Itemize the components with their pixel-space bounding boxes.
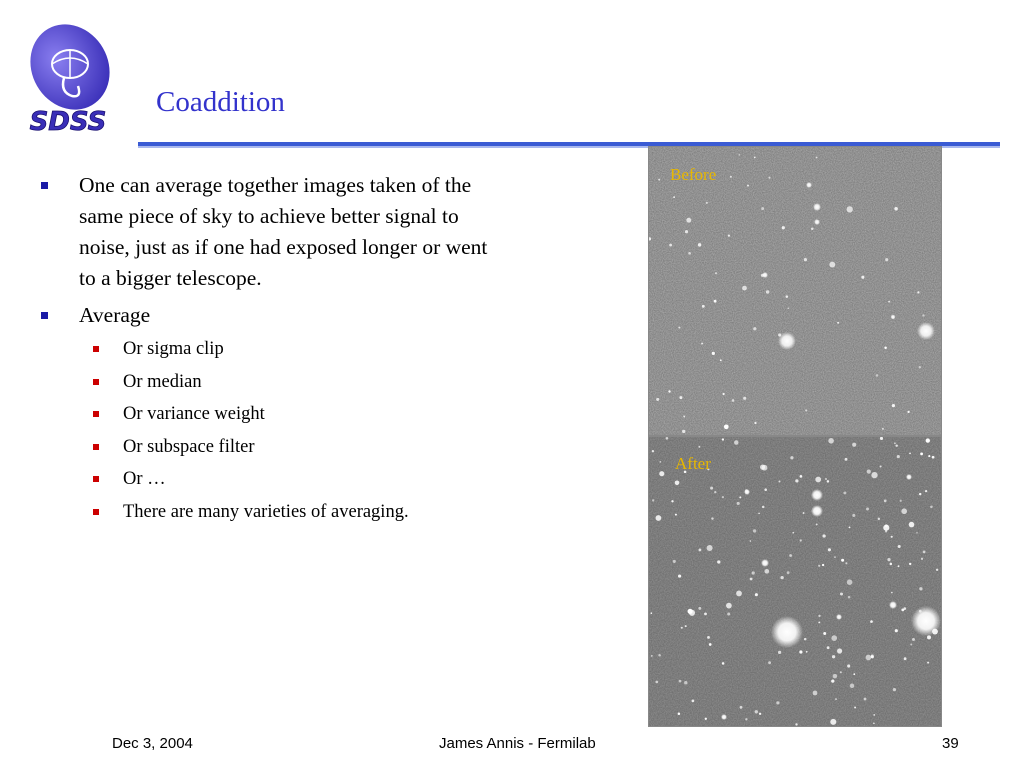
star [656,398,659,401]
star [867,470,871,474]
star [815,477,821,483]
star [833,674,838,679]
star [904,657,907,660]
sub-bullet-list [40,337,600,524]
star [866,655,872,661]
star [658,654,661,657]
star [825,478,827,480]
star [745,718,747,720]
star [892,404,895,407]
star [804,638,807,641]
star [659,471,664,476]
star [759,713,761,715]
star [887,558,890,561]
star [750,540,752,542]
before-label: Before [670,165,717,184]
star [758,512,760,514]
star [656,515,662,521]
star [710,487,713,490]
bright-star [771,616,803,648]
square-bullet-icon [93,509,99,515]
star [685,230,688,233]
star [885,258,888,261]
star [684,681,687,684]
star [832,655,835,658]
star [722,496,724,498]
star [705,718,707,720]
star [854,707,856,709]
star [726,603,732,609]
star [885,530,887,532]
star [682,430,685,433]
star [752,571,755,574]
star [678,327,680,329]
star [827,480,830,483]
star [895,444,897,446]
star [655,681,658,684]
star [834,556,836,558]
star [743,397,746,400]
star [928,455,930,457]
star [736,591,742,597]
star [766,290,769,293]
star [909,522,915,528]
star [652,450,654,452]
star [683,416,685,418]
star [764,488,767,491]
star [876,374,878,376]
star [727,612,730,615]
sub-bullet-item [40,500,600,524]
star [818,621,820,623]
star [816,523,818,525]
star [852,443,856,447]
star [711,517,713,519]
star [845,562,847,564]
star [845,458,848,461]
slide-body [40,170,600,533]
star [795,723,797,725]
star [818,615,820,617]
star [920,453,923,456]
bright-star [891,315,896,320]
sub-bullet-item [40,337,600,361]
star [787,307,789,309]
star [841,559,844,562]
star [754,157,756,159]
star [712,352,715,355]
star [795,479,798,482]
star [828,548,831,551]
star [912,638,915,641]
star [878,518,880,520]
star [698,446,700,448]
star [919,366,921,368]
star [720,359,722,361]
star [688,252,691,255]
star [882,428,884,430]
sub-bullet-item [40,402,600,426]
sub-bullet-text: Or sigma clip [123,339,224,359]
star [852,514,855,517]
bright-star [911,606,941,636]
star [800,475,803,478]
star [847,664,850,667]
bright-star [811,505,823,517]
after-label: After [675,454,711,473]
star [871,654,874,657]
star [753,529,756,532]
star [799,650,802,653]
star [837,322,839,324]
star [709,643,712,646]
square-bullet-icon [93,411,99,417]
star [673,196,675,198]
square-bullet-icon [41,182,48,189]
bullet-item [40,300,600,331]
before-image [648,146,942,436]
star [894,207,898,211]
star [909,453,911,455]
star [699,549,702,552]
star [919,493,921,495]
after-image [648,436,942,727]
star [790,456,793,459]
star [787,571,790,574]
bright-star [806,182,812,188]
sub-bullet-text: Or … [123,469,166,490]
slide-title: Coaddition [156,86,285,118]
star [871,472,877,478]
star [678,575,681,578]
star [891,592,893,594]
star [835,698,837,700]
star [786,295,789,298]
star [707,636,710,639]
star [870,620,873,623]
star [659,461,661,463]
star [927,635,931,639]
star [873,714,875,716]
star [755,710,758,713]
star [816,157,818,159]
star [888,301,890,303]
bright-star [906,474,912,480]
star [742,286,747,291]
bright-star [721,714,727,720]
star [701,343,703,345]
star [880,466,882,468]
star [717,560,720,563]
star [782,226,785,229]
star [840,671,842,673]
star [730,176,732,178]
star [678,713,681,716]
star [800,539,802,541]
star [922,314,924,316]
star [818,565,820,567]
star [829,262,835,268]
star [919,587,922,590]
bright-star [917,322,935,340]
star [675,514,677,516]
star [898,565,900,567]
bullet-item [40,170,499,294]
star [847,206,853,212]
star [916,532,918,534]
star [921,558,923,560]
star [910,643,912,645]
star [901,609,904,612]
star [722,438,724,440]
star [840,592,843,595]
star [901,508,907,514]
square-bullet-icon [93,379,99,385]
star [702,305,705,308]
star [706,202,708,204]
bullet-text: One can average together images taken of the same piece of sky to achieve better signal to noise, just as if one had exposed longer or went to a bigger telescope. [79,173,488,290]
star [850,684,855,689]
star [917,291,919,293]
star [651,655,653,657]
star [681,627,683,629]
star [927,662,929,664]
sdss-globe-icon [20,22,116,140]
sub-bullet-text: Or variance weight [123,404,265,425]
star [926,438,930,442]
square-bullet-icon [93,444,99,450]
star [923,551,926,554]
bright-star [744,489,750,495]
star [909,563,911,565]
star [827,646,830,649]
star [822,534,825,537]
bullet-text: Average [79,303,151,327]
star [707,545,713,551]
star [895,629,898,632]
star [907,411,909,413]
star [873,722,875,724]
star [890,563,893,566]
star [813,691,818,696]
sub-bullet-item [40,467,600,491]
square-bullet-icon [93,346,99,352]
star [792,532,794,534]
sub-bullet-text: There are many varieties of averaging. [123,501,409,522]
footer-date: Dec 3, 2004 [112,735,193,752]
star [789,554,792,557]
star [930,506,933,509]
star [722,662,725,665]
star [671,500,673,502]
star [861,276,864,279]
star [884,500,887,503]
star [768,177,770,179]
star [740,706,743,709]
bright-star [814,219,820,225]
star [761,207,764,210]
star [686,218,691,223]
star [668,390,670,392]
star [932,456,935,459]
before-starfield [649,147,941,435]
star [675,481,680,486]
star [698,243,701,246]
star [673,560,676,563]
star [737,502,740,505]
star [689,610,695,616]
star [847,579,853,585]
star [811,227,814,230]
star [724,424,729,429]
star [760,464,765,469]
star [679,396,682,399]
star [652,499,654,501]
star [828,438,834,444]
star [651,612,653,614]
star [900,500,902,502]
star [848,596,851,599]
star [658,179,660,181]
star [698,607,701,610]
bright-star [813,203,821,211]
bullet-list [40,170,600,331]
star [739,496,741,498]
bright-star [811,489,823,501]
star [704,612,707,615]
bright-star [836,614,842,620]
star [891,536,893,538]
square-bullet-icon [41,312,48,319]
star [866,508,869,511]
star [898,545,901,548]
star [884,347,887,350]
star [755,593,758,596]
star [925,490,927,492]
star [830,719,836,725]
star [831,679,834,682]
star [715,272,717,274]
star [779,481,781,483]
star [764,569,769,574]
star [849,527,851,529]
star [728,234,730,236]
logo-text: SDSS [29,107,107,137]
star [803,512,805,514]
star [837,648,842,653]
star [734,440,738,444]
star [714,491,716,493]
star [805,409,807,411]
after-starfield [649,437,941,726]
bright-star [889,601,897,609]
sub-bullet-text: Or median [123,371,202,392]
square-bullet-icon [93,476,99,482]
star [823,632,826,635]
star [768,661,771,664]
star [776,701,779,704]
star [853,673,855,675]
star [679,680,682,683]
star [843,491,846,494]
star [747,185,749,187]
bright-star [761,559,769,567]
star [738,154,740,156]
star [762,506,765,509]
sdss-logo [20,22,116,140]
footer-author: James Annis - Fermilab [439,735,596,752]
star [750,578,753,581]
page-number: 39 [942,735,959,752]
star [883,525,889,531]
star [864,698,867,701]
sub-bullet-text: Or subspace filter [123,436,255,457]
star [778,651,781,654]
bright-star [762,272,768,278]
star [692,700,695,703]
star [822,564,824,566]
star [831,635,837,641]
star [753,327,756,330]
star [722,393,724,395]
star [894,442,896,444]
sub-bullet-item [40,435,600,459]
sub-bullet-item [40,370,600,394]
bright-star [778,332,796,350]
star [780,576,783,579]
star [754,422,756,424]
star [936,569,938,571]
star [666,437,669,440]
star [804,258,807,261]
star [893,688,896,691]
star [806,651,808,653]
star [897,455,900,458]
star [685,625,687,627]
star [669,244,672,247]
star [714,300,717,303]
star [732,399,735,402]
